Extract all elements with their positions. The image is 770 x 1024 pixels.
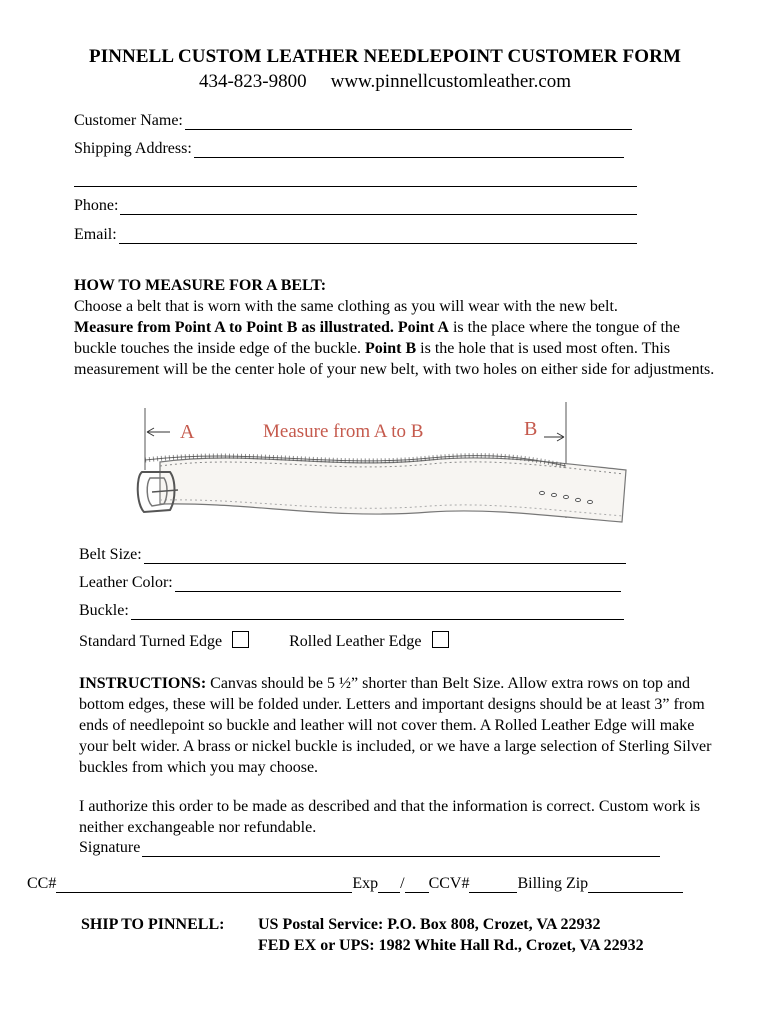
- authorization-text: I authorize this order to be made as described and that the information is correct. Custom work is neither exchangeable nor refundable.: [79, 798, 701, 836]
- rolled-edge-label: Rolled Leather Edge: [289, 633, 422, 650]
- customer-name-field[interactable]: [74, 112, 632, 130]
- phone-number: 434-823-9800: [198, 71, 307, 92]
- measure-section: [74, 275, 724, 380]
- leather-color-line[interactable]: [175, 577, 621, 592]
- email-label: Email:: [74, 226, 117, 243]
- contact-line: [0, 71, 770, 93]
- point-b-text: is the hole that is used most often. This measurement will be the center hole of your new belt, with two holes on either side for adjustments.: [74, 340, 715, 378]
- billing-zip-line[interactable]: [588, 878, 683, 893]
- buckle-field[interactable]: [79, 602, 624, 620]
- usps-address: US Postal Service: P.O. Box 808, Crozet, VA 22932: [258, 916, 601, 933]
- label-b: B: [524, 418, 538, 440]
- measure-bold-1: Measure from Point A to Point B as illustrated.: [74, 319, 394, 336]
- belt-size-line[interactable]: [144, 549, 626, 564]
- point-b-bold: Point B: [365, 340, 417, 357]
- phone-field[interactable]: [74, 197, 637, 215]
- instructions-paragraph: [79, 673, 725, 778]
- rolled-edge-checkbox[interactable]: [432, 631, 449, 648]
- shipping-address-field[interactable]: [74, 140, 624, 158]
- cc-label: CC#: [27, 875, 57, 892]
- label-measure: Measure from A to B: [263, 421, 424, 442]
- ship-to-label: SHIP TO PINNELL:: [81, 916, 225, 933]
- cc-number-line[interactable]: [56, 878, 352, 893]
- standard-edge-label: Standard Turned Edge: [79, 633, 223, 650]
- exp-year-line[interactable]: [405, 878, 429, 893]
- buckle-line[interactable]: [131, 605, 624, 620]
- shipping-address-label: Shipping Address:: [74, 140, 192, 157]
- exp-month-line[interactable]: [378, 878, 400, 893]
- point-a-text: is the place where the tongue of the buckle touches the inside edge of the buckle.: [74, 319, 680, 357]
- belt-illustration: [130, 400, 630, 538]
- measure-line-1: Choose a belt that is worn with the same clothing as you will wear with the new belt.: [74, 298, 618, 315]
- edge-options: [79, 631, 449, 651]
- point-a-bold: Point A: [397, 319, 449, 336]
- customer-name-label: Customer Name:: [74, 112, 183, 129]
- form-title: PINNELL CUSTOM LEATHER NEEDLEPOINT CUSTOMER FORM: [89, 46, 681, 67]
- email-field[interactable]: [74, 226, 637, 244]
- belt-size-field[interactable]: [79, 546, 626, 564]
- shipping-address-line[interactable]: [194, 143, 624, 158]
- standard-edge-checkbox[interactable]: [232, 631, 249, 648]
- phone-line[interactable]: [120, 200, 637, 215]
- leather-color-field[interactable]: [79, 574, 621, 592]
- exp-label: Exp: [352, 875, 379, 892]
- website-link[interactable]: www.pinnellcustomleather.com: [330, 71, 572, 92]
- buckle-label: Buckle:: [79, 602, 129, 619]
- measure-heading: HOW TO MEASURE FOR A BELT:: [74, 277, 327, 294]
- email-line[interactable]: [119, 229, 637, 244]
- shipping-address-line-2[interactable]: [74, 172, 637, 187]
- belt-size-label: Belt Size:: [79, 546, 142, 563]
- ccv-label: CCV#: [428, 875, 470, 892]
- signature-label: Signature: [79, 839, 141, 856]
- measure-paragraph: [74, 317, 724, 380]
- phone-label: Phone:: [74, 197, 119, 214]
- ccv-line[interactable]: [469, 878, 517, 893]
- billing-zip-label: Billing Zip: [517, 875, 589, 892]
- exp-slash: /: [400, 875, 405, 892]
- signature-line[interactable]: [142, 842, 660, 857]
- fedex-address: FED EX or UPS: 1982 White Hall Rd., Crozet, VA 22932: [258, 937, 644, 954]
- label-a: A: [180, 421, 195, 443]
- leather-color-label: Leather Color:: [79, 574, 173, 591]
- payment-row: [27, 875, 683, 893]
- instructions-heading: INSTRUCTIONS:: [79, 675, 207, 692]
- signature-field[interactable]: [79, 839, 660, 857]
- instructions-text: Canvas should be 5 ½” shorter than Belt Size. Allow extra rows on top and bottom edges, these will be folded under. Letters and important designs should be at least 3” from ends of needlepoint so buckle and leather will not cover them. A Rolled Leather Edge will make your belt wider. A brass or nickel buckle is included, or we have a large selection of Sterling Silver buckles from which you may choose.: [79, 675, 712, 776]
- customer-name-line[interactable]: [185, 115, 632, 130]
